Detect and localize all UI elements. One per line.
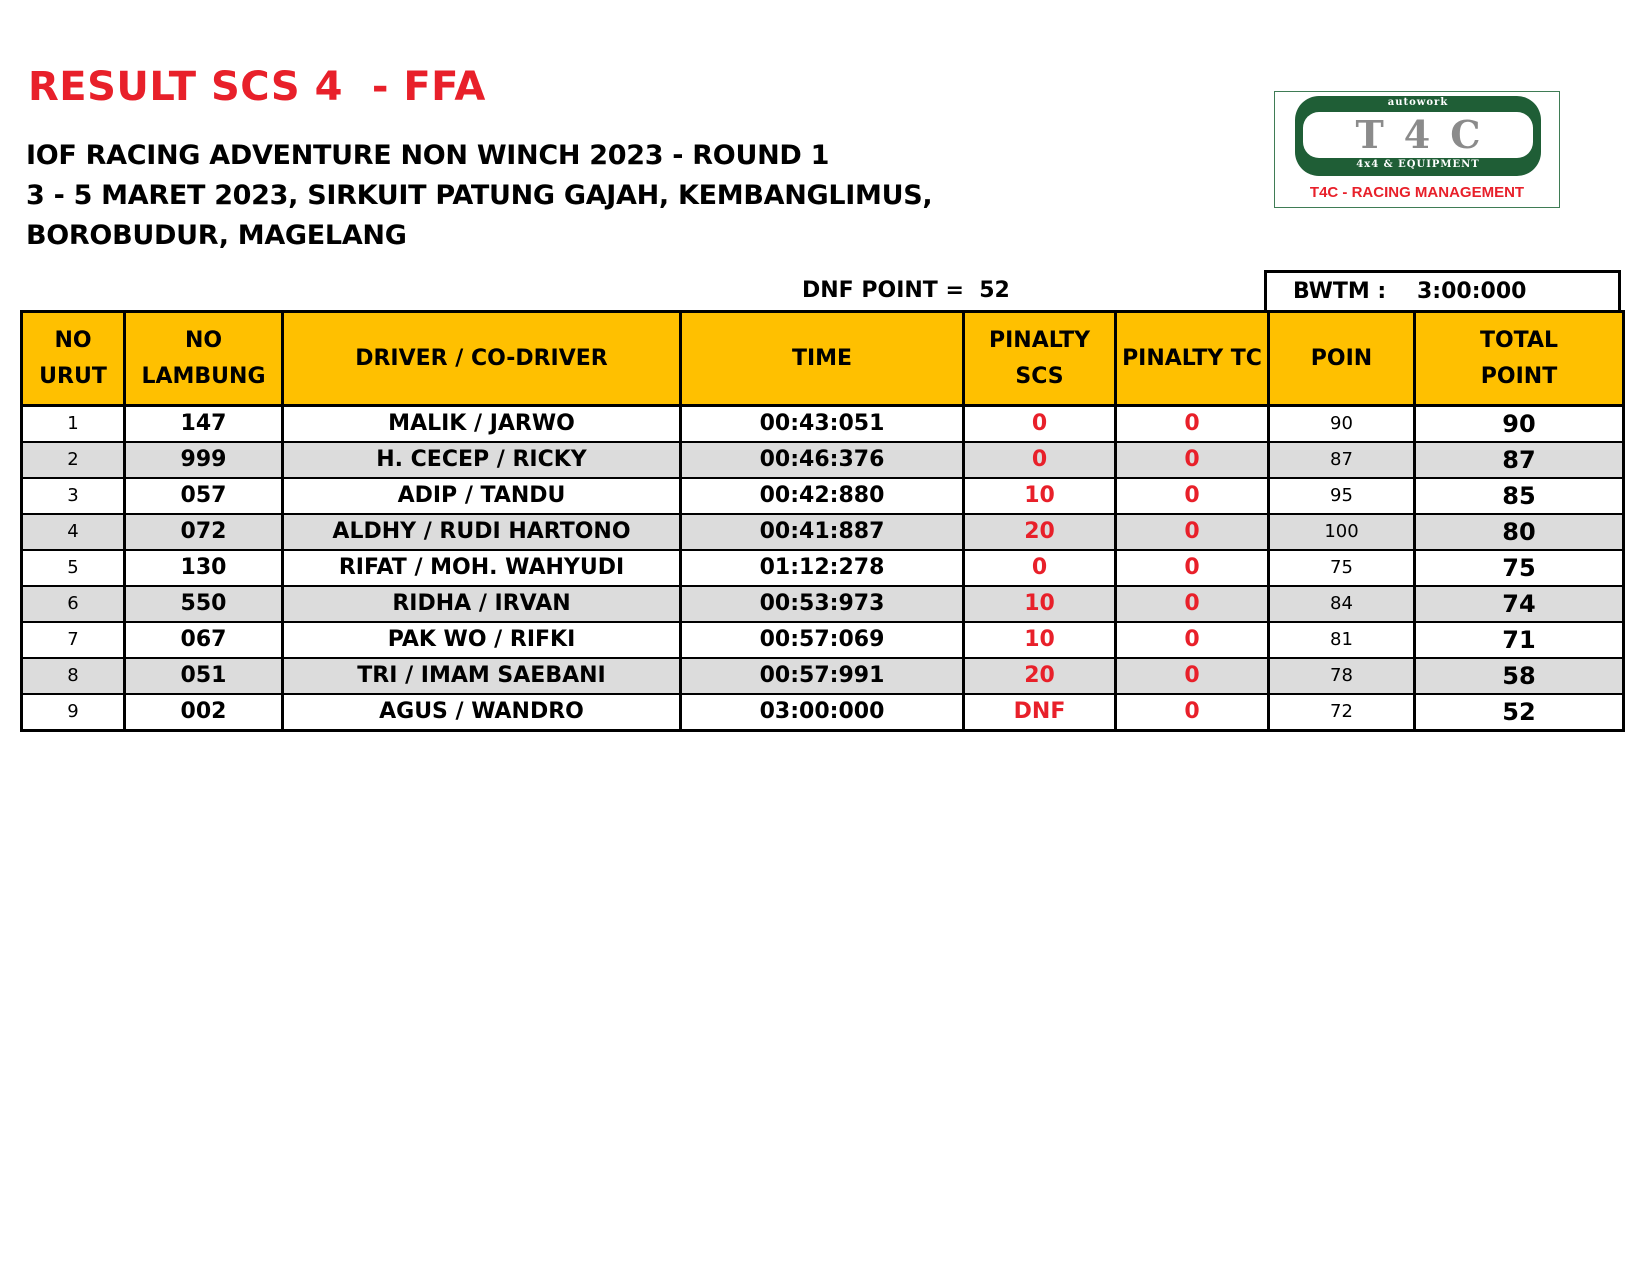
logo-bottom-text: 4x4 & EQUIPMENT xyxy=(1356,159,1480,170)
table-row xyxy=(22,694,1624,731)
cell-no: 3 xyxy=(22,478,125,514)
cell-lambung: 999 xyxy=(125,442,283,478)
logo-main-text: T4C xyxy=(1355,112,1501,157)
cell-total: 80 xyxy=(1415,514,1624,550)
cell-pinalty-scs: 10 xyxy=(964,586,1116,622)
cell-driver: AGUS / WANDRO xyxy=(283,694,681,731)
bwtm-label: BWTM : xyxy=(1293,279,1387,304)
cell-total: 85 xyxy=(1415,478,1624,514)
t4c-logo xyxy=(1274,91,1560,208)
bwtm-value: 3:00:000 xyxy=(1417,279,1527,304)
col-header-driver: DRIVER / CO-DRIVER xyxy=(283,312,681,406)
cell-pinalty-tc: 0 xyxy=(1116,586,1269,622)
cell-driver: MALIK / JARWO xyxy=(283,406,681,443)
cell-time: 03:00:000 xyxy=(681,694,964,731)
cell-no: 8 xyxy=(22,658,125,694)
logo-top-text: autowork xyxy=(1387,97,1449,108)
logo-caption: T4C - RACING MANAGEMENT xyxy=(1309,184,1525,201)
cell-poin: 72 xyxy=(1269,694,1415,731)
cell-pinalty-scs: 10 xyxy=(964,478,1116,514)
cell-total: 75 xyxy=(1415,550,1624,586)
bwtm-box xyxy=(1264,270,1621,310)
cell-poin: 81 xyxy=(1269,622,1415,658)
cell-poin: 78 xyxy=(1269,658,1415,694)
cell-time: 00:41:887 xyxy=(681,514,964,550)
cell-pinalty-scs: 0 xyxy=(964,550,1116,586)
cell-poin: 75 xyxy=(1269,550,1415,586)
cell-time: 01:12:278 xyxy=(681,550,964,586)
cell-lambung: 550 xyxy=(125,586,283,622)
cell-no: 9 xyxy=(22,694,125,731)
cell-no: 2 xyxy=(22,442,125,478)
cell-pinalty-scs: 20 xyxy=(964,658,1116,694)
cell-pinalty-tc: 0 xyxy=(1116,442,1269,478)
dnf-point-label: DNF POINT = 52 xyxy=(802,278,1010,303)
cell-driver: H. CECEP / RICKY xyxy=(283,442,681,478)
cell-total: 90 xyxy=(1415,406,1624,443)
cell-driver: TRI / IMAM SAEBANI xyxy=(283,658,681,694)
table-header-row xyxy=(22,312,1624,406)
event-title: IOF RACING ADVENTURE NON WINCH 2023 - ROUND 1 xyxy=(26,140,830,171)
cell-time: 00:53:973 xyxy=(681,586,964,622)
col-header-no-lambung: NO LAMBUNG xyxy=(125,312,283,406)
cell-total: 87 xyxy=(1415,442,1624,478)
cell-time: 00:46:376 xyxy=(681,442,964,478)
cell-driver: RIFAT / MOH. WAHYUDI xyxy=(283,550,681,586)
cell-total: 74 xyxy=(1415,586,1624,622)
logo-inner xyxy=(1303,112,1533,158)
cell-no: 5 xyxy=(22,550,125,586)
col-header-poin: POIN xyxy=(1269,312,1415,406)
logo-badge xyxy=(1295,96,1541,176)
cell-no: 1 xyxy=(22,406,125,443)
cell-no: 6 xyxy=(22,586,125,622)
cell-time: 00:57:069 xyxy=(681,622,964,658)
results-table xyxy=(20,310,1625,732)
cell-pinalty-tc: 0 xyxy=(1116,622,1269,658)
cell-lambung: 002 xyxy=(125,694,283,731)
cell-pinalty-scs: 0 xyxy=(964,406,1116,443)
page-title: RESULT SCS 4 - FFA xyxy=(28,64,486,110)
cell-pinalty-tc: 0 xyxy=(1116,550,1269,586)
event-date-location: 3 - 5 MARET 2023, SIRKUIT PATUNG GAJAH, KEMBANGLIMUS, xyxy=(26,180,933,211)
cell-pinalty-tc: 0 xyxy=(1116,694,1269,731)
cell-lambung: 130 xyxy=(125,550,283,586)
cell-lambung: 057 xyxy=(125,478,283,514)
cell-pinalty-scs: 20 xyxy=(964,514,1116,550)
cell-driver: ALDHY / RUDI HARTONO xyxy=(283,514,681,550)
cell-time: 00:43:051 xyxy=(681,406,964,443)
col-header-time: TIME xyxy=(681,312,964,406)
col-header-pinalty-tc: PINALTY TC xyxy=(1116,312,1269,406)
table-row xyxy=(22,658,1624,694)
cell-pinalty-tc: 0 xyxy=(1116,478,1269,514)
cell-time: 00:57:991 xyxy=(681,658,964,694)
table-row xyxy=(22,514,1624,550)
cell-poin: 87 xyxy=(1269,442,1415,478)
cell-lambung: 147 xyxy=(125,406,283,443)
col-header-no-urut: NO URUT xyxy=(22,312,125,406)
table-row xyxy=(22,442,1624,478)
cell-pinalty-tc: 0 xyxy=(1116,658,1269,694)
cell-poin: 90 xyxy=(1269,406,1415,443)
cell-driver: PAK WO / RIFKI xyxy=(283,622,681,658)
cell-driver: RIDHA / IRVAN xyxy=(283,586,681,622)
cell-total: 52 xyxy=(1415,694,1624,731)
cell-pinalty-scs: 10 xyxy=(964,622,1116,658)
table-row xyxy=(22,586,1624,622)
cell-lambung: 051 xyxy=(125,658,283,694)
cell-pinalty-scs: DNF xyxy=(964,694,1116,731)
col-header-pinalty-scs: PINALTY SCS xyxy=(964,312,1116,406)
cell-pinalty-tc: 0 xyxy=(1116,514,1269,550)
cell-lambung: 067 xyxy=(125,622,283,658)
cell-no: 7 xyxy=(22,622,125,658)
col-header-total-point: TOTAL POINT xyxy=(1415,312,1624,406)
cell-total: 71 xyxy=(1415,622,1624,658)
cell-total: 58 xyxy=(1415,658,1624,694)
cell-pinalty-tc: 0 xyxy=(1116,406,1269,443)
cell-poin: 95 xyxy=(1269,478,1415,514)
event-location-cont: BOROBUDUR, MAGELANG xyxy=(26,220,407,251)
table-row xyxy=(22,550,1624,586)
table-row xyxy=(22,478,1624,514)
cell-poin: 100 xyxy=(1269,514,1415,550)
cell-poin: 84 xyxy=(1269,586,1415,622)
cell-no: 4 xyxy=(22,514,125,550)
table-row xyxy=(22,406,1624,443)
cell-lambung: 072 xyxy=(125,514,283,550)
cell-pinalty-scs: 0 xyxy=(964,442,1116,478)
cell-time: 00:42:880 xyxy=(681,478,964,514)
cell-driver: ADIP / TANDU xyxy=(283,478,681,514)
table-row xyxy=(22,622,1624,658)
